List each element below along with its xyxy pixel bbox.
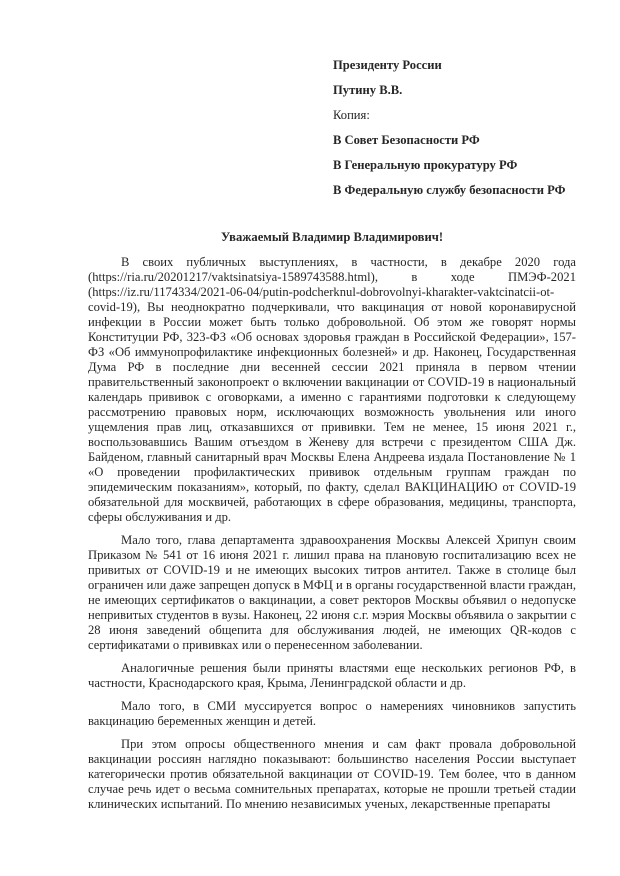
body-paragraph-2: Мало того, глава департамента здравоохранения Москвы Алексей Хрипун своим Приказом № 541 от 16 июня 2021 г. лишил права на плановую госпитализацию всех не привитых от COVID-19 и не имеющих высоких титров антител. Также в столице был ограничен или даже запрещен допуск в МФЦ и в органы государственной власти граждан, не имеющих сертификатов о вакцинации, а совет ректоров Москвы объявил о недопуске непривитых студентов в вузы. Наконец, 22 июня с.г. мэрия Москвы объявила о закрытии с 28 июня заведений общепита для обслуживания людей, не имеющих QR-кодов с сертификатами о прививках или о перенесенном заболевании. — [88, 533, 576, 652]
letter-content — [88, 0, 576, 820]
recipient-line-fsb: В Федеральную службу безопасности РФ — [333, 183, 566, 197]
body-paragraph-4: Мало того, в СМИ муссируется вопрос о намерениях чиновников запустить вакцинацию беременных женщин и детей. — [88, 699, 576, 728]
recipient-line-prosecutor: В Генеральную прокуратуру РФ — [333, 158, 518, 172]
body-paragraph-1: В своих публичных выступлениях, в частности, в декабре 2020 года (https://ria.ru/20201217/vaktsinatsiya-1589743588.html), в ходе ПМЭФ-2021 (https://iz.ru/1174334/2021-06-04/putin-podcherknul-dobrovolnyi-kharakter-vaktcinatcii-ot-covid-19), Вы неоднократно подчеркивали, что вакцинация от новой коронавирусной инфекции в России может быть только добровольной. Об этом же говорят нормы Конституции РФ, 323-ФЗ «Об основах здоровья граждан в Российской Федерации», 157-ФЗ «Об иммунопрофилактике инфекционных болезней» и др. Наконец, Государственная Дума РФ в последние дни весенней сессии 2021 приняла в первом чтении правительственный законопроект о включении вакцинации от COVID-19 в национальный календарь прививок с оговорками, а именно с гарантиями подготовки к следующему рассмотрению правовых норм, исключающих возможность увольнения или иного ущемления прав лиц, отказавшихся от прививки. Тем не менее, 15 июня 2021 г., воспользовавшись Вашим отъездом в Женеву для встречи с президентом США Дж. Байденом, главный санитарный врач Москвы Елена Андреева издала Постановление № 1 «О проведении профилактических прививок отдельным группам граждан по эпидемическим показаниям», который, по факту, сделал ВАКЦИНАЦИЮ от COVID-19 обязательной для москвичей, работающих в сфере образования, медицины, транспорта, сферы обслуживания и др. — [88, 255, 576, 524]
recipient-line-putin: Путину В.В. — [333, 83, 403, 97]
letter-body — [88, 255, 576, 812]
recipient-line-security-council: В Совет Безопасности РФ — [333, 133, 480, 147]
body-paragraph-3: Аналогичные решения были приняты властями еще нескольких регионов РФ, в частности, Краснодарского края, Крыма, Ленинградской области и др. — [88, 661, 576, 690]
body-paragraph-5: При этом опросы общественного мнения и сам факт провала добровольной вакцинации россиян наглядно показывают: большинство населения России выступает категорически против обязательной вакцинации от COVID-19. Тем более, что в данном случае речь идет о весьма сомнительных препаратах, которые не прошли третьей стадии клинических испытаний. По мнению независимых ученых, лекарственные препараты — [88, 737, 576, 811]
salutation-heading: Уважаемый Владимир Владимирович! — [220, 230, 444, 244]
recipient-block — [333, 53, 576, 203]
recipient-line-president: Президенту России — [333, 58, 442, 72]
recipient-line-copy: Копия: — [333, 108, 370, 122]
